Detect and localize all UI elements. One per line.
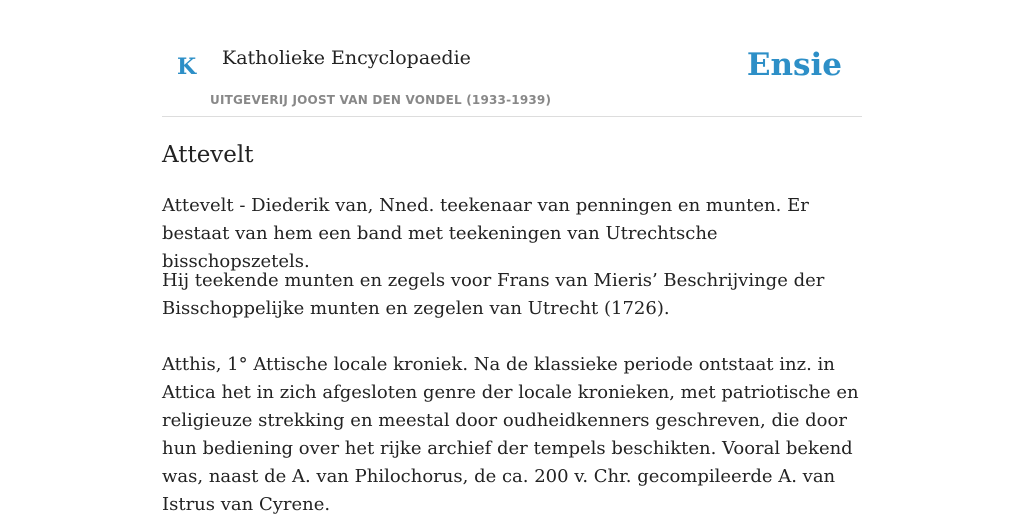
ensie-brand-link[interactable]: Ensie xyxy=(746,47,842,83)
header xyxy=(162,0,862,117)
publisher-label: UITGEVERIJ JOOST VAN DEN VONDEL (1933-1939) xyxy=(210,93,552,107)
encyclopedia-title-link[interactable]: Katholieke Encyclopaedie xyxy=(222,47,471,69)
article-paragraph: Attevelt - Diederik van, Nned. teekenaar van penningen en munten. Er bestaat van hem een band met teekeningen van Utrechtsche bisschopszetels. xyxy=(162,195,809,272)
article-paragraph: Hij teekende munten en zegels voor Frans van Mieris’ Beschrijvinge der Bisschoppelijke munten en zegelen van Utrecht (1726). xyxy=(162,270,825,319)
page xyxy=(162,0,862,515)
encyclopedia-logo-icon[interactable]: K xyxy=(177,54,197,80)
article-paragraph: Atthis, 1° Attische locale kroniek. Na de klassieke periode ontstaat inz. in Attica het in zich afgesloten genre der locale kronieken, met patriotische en religieuze strekking en meestal door oudheidkenners geschreven, die door hun bediening over het rijke archief der tempels beschikten. Vooral bekend was, naast de A. van Philochorus, de ca. 200 v. Chr. gecompileerde A. van Istrus van Cyrene. xyxy=(162,354,859,515)
article-title: Attevelt xyxy=(162,142,254,168)
